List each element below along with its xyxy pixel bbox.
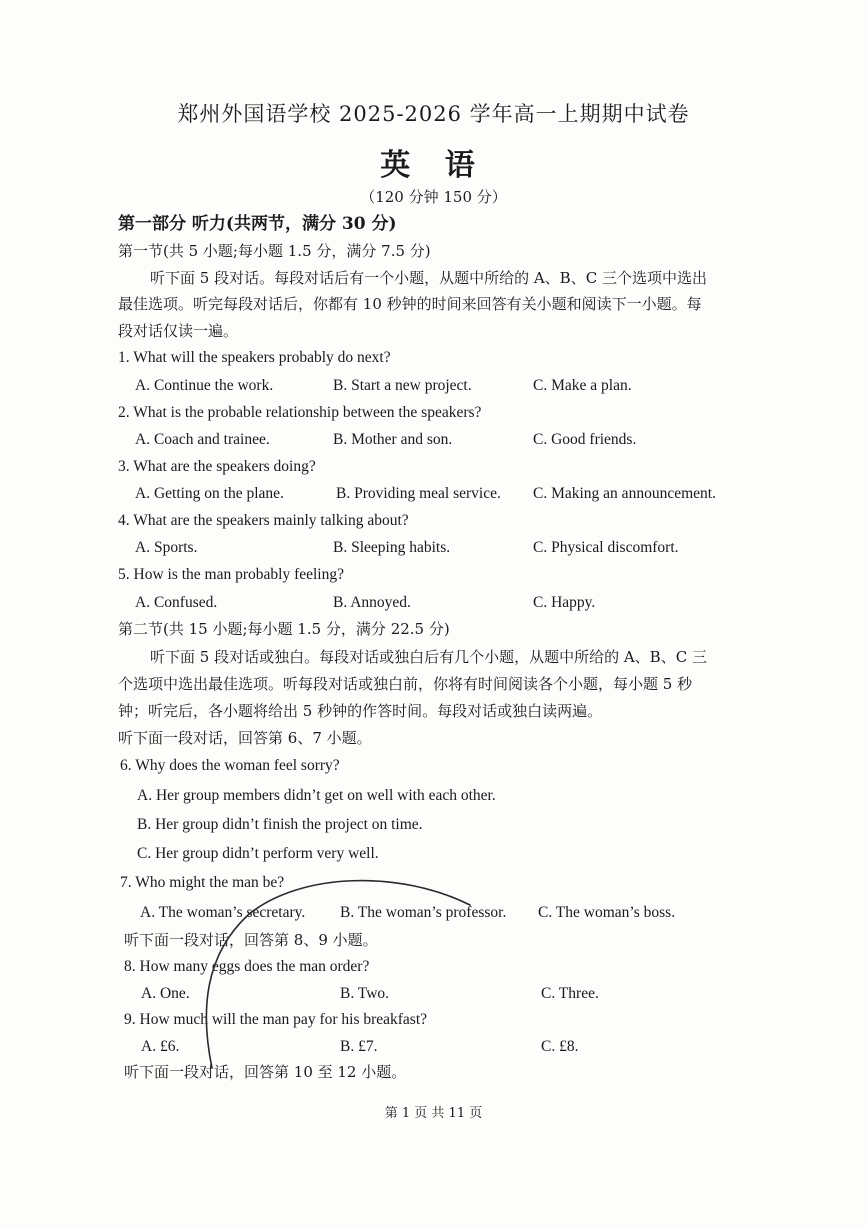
- section1-instruction-line: 段对话仅读一遍。: [118, 322, 239, 340]
- option-a: A. The woman’s secretary.: [140, 904, 306, 921]
- option-c: C. Happy.: [533, 594, 596, 611]
- option-a: A. Coach and trainee.: [135, 431, 270, 448]
- dialog-intro: 听下面一段对话，回答第 10 至 12 小题。: [124, 1063, 407, 1081]
- question-7: 7. Who might the man be?: [120, 874, 285, 891]
- option-a: A. £6.: [141, 1038, 180, 1055]
- section2-heading: 第二节(共 15 小题;每小题 1.5 分，满分 22.5 分): [118, 620, 450, 638]
- option-c: C. The woman’s boss.: [538, 904, 676, 921]
- question-9: 9. How much will the man pay for his breakfast?: [124, 1011, 428, 1028]
- option-c: C. Her group didn’t perform very well.: [137, 845, 379, 862]
- exam-duration: （120 分钟 150 分）: [360, 188, 507, 206]
- question-5: 5. How is the man probably feeling?: [118, 566, 344, 583]
- option-b: B. Two.: [340, 985, 390, 1002]
- exam-title: 郑州外国语学校 2025-2026 学年高一上期期中试卷: [177, 102, 690, 126]
- option-b: B. Sleeping habits.: [333, 539, 451, 556]
- option-c: C. Make a plan.: [533, 377, 632, 394]
- option-b: B. Mother and son.: [333, 431, 453, 448]
- option-a: A. Confused.: [135, 594, 218, 611]
- option-b: B. Start a new project.: [333, 377, 472, 394]
- question-1: 1. What will the speakers probably do next?: [118, 349, 391, 366]
- page-number: 第 1 页 共 11 页: [384, 1106, 483, 1121]
- dialog-intro: 听下面一段对话，回答第 8、9 小题。: [124, 931, 378, 949]
- dialog-intro: 听下面一段对话，回答第 6、7 小题。: [118, 729, 372, 747]
- question-6: 6. Why does the woman feel sorry?: [120, 757, 340, 774]
- question-8: 8. How many eggs does the man order?: [124, 958, 370, 975]
- option-a: A. Continue the work.: [135, 377, 274, 394]
- option-b: B. Her group didn’t finish the project on time.: [137, 816, 423, 833]
- option-b: B. Annoyed.: [333, 594, 411, 611]
- section2-instruction-line: 钟；听完后，各小题将给出 5 秒钟的作答时间。每段对话或独白读两遍。: [118, 702, 603, 720]
- option-c: C. Making an announcement.: [533, 485, 716, 502]
- section2-instruction-line: 个选项中选出最佳选项。听每段对话或独白前，你将有时间阅读各个小题，每小题 5 秒: [118, 675, 693, 693]
- option-a: A. One.: [141, 985, 190, 1002]
- question-3: 3. What are the speakers doing?: [118, 458, 316, 475]
- option-b: B. The woman’s professor.: [340, 904, 507, 921]
- section1-instruction-line: 最佳选项。听完每段对话后，你都有 10 秒钟的时间来回答有关小题和阅读下一小题。每: [118, 295, 702, 313]
- option-c: C. Good friends.: [533, 431, 637, 448]
- option-c: C. Physical discomfort.: [533, 539, 679, 556]
- option-a: A. Getting on the plane.: [135, 485, 284, 502]
- subject-title: 英 语: [380, 148, 487, 183]
- part1-heading: 第一部分 听力(共两节，满分 30 分): [118, 214, 397, 234]
- section1-instruction-line: 听下面 5 段对话。每段对话后有一个小题，从题中所给的 A、B、C 三个选项中选出: [150, 269, 707, 287]
- option-c: C. Three.: [541, 985, 599, 1002]
- section2-instruction-line: 听下面 5 段对话或独白。每段对话或独白后有几个小题，从题中所给的 A、B、C 三: [150, 648, 707, 666]
- question-2: 2. What is the probable relationship between the speakers?: [118, 404, 482, 421]
- option-b: B. £7.: [340, 1038, 378, 1055]
- question-4: 4. What are the speakers mainly talking about?: [118, 512, 409, 529]
- section1-heading: 第一节(共 5 小题;每小题 1.5 分，满分 7.5 分): [118, 242, 431, 260]
- option-a: A. Her group members didn’t get on well with each other.: [137, 787, 496, 804]
- option-a: A. Sports.: [135, 539, 198, 556]
- option-c: C. £8.: [541, 1038, 579, 1055]
- option-b: B. Providing meal service.: [336, 485, 501, 502]
